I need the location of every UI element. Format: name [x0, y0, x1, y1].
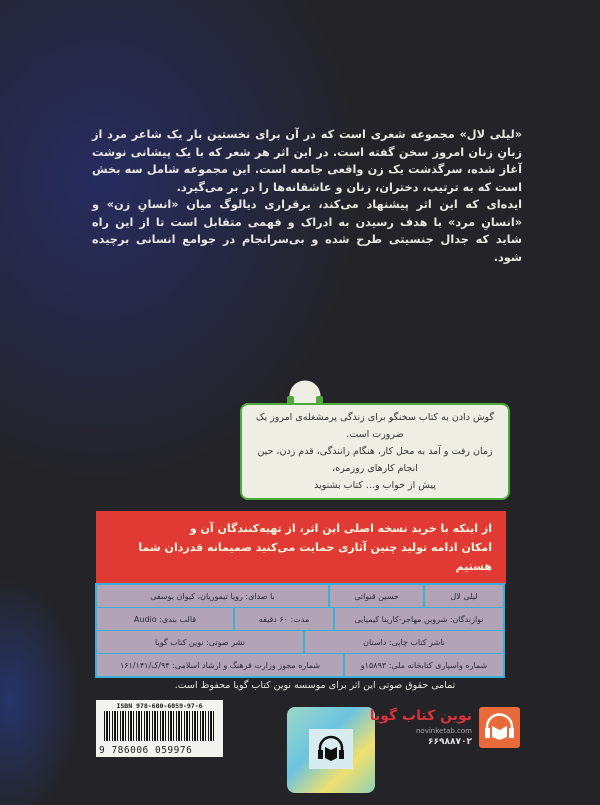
- info-row: [97, 608, 503, 631]
- description-paragraph: ایده‌ای که این اثر پیشنهاد می‌کند، برقراری دیالوگ میان «انسانِ زن» و «انسانِ مرد» با هدف رسیدن به ادراک و فهمی متقابل است تا از این راه شاید که جدال جنسیتی طرح شده و بی‌سرانجام در جوامع انسانی برچیده شود.: [92, 198, 522, 264]
- barcode-number: 9 786006 059976: [99, 745, 193, 756]
- publisher-name: نوین کتاب گویا: [369, 708, 472, 724]
- info-license: شماره مجوز وزارت فرهنگ و ارشاد اسلامی: ۹۴/ک/۱۶۱/۱۴۱: [119, 660, 321, 670]
- info-deposit: شماره واسپاری کتابخانه ملی: ۱۵۸۹۳و: [343, 654, 503, 676]
- info-duration: مدت: ۶۰ دقیقه: [233, 608, 333, 630]
- publisher-website: novinketab.com: [415, 727, 472, 735]
- info-row: [97, 654, 503, 676]
- info-format: قالب بندی: Audio: [133, 614, 197, 624]
- banner-line: امکان ادامه تولید چنین آثاری حمایت می‌کنید صمیمانه قدردان شما هستیم: [138, 541, 492, 573]
- info-print-publisher: ناشر کتاب چاپی: داستان: [303, 631, 503, 653]
- hologram-sticker: [287, 707, 375, 793]
- info-row: [97, 585, 503, 608]
- note-line: زمان رفت و آمد به محل کار، هنگام رانندگی، قدم زدن، حین انجام کارهای روزمره،: [257, 446, 493, 474]
- note-line: پیش از خواب و... کتاب بشنوید: [314, 480, 436, 491]
- info-musicians: نوازندگان: شروین مهاجر-کارینا کیمیایی: [333, 608, 503, 630]
- barcode-bars: [104, 711, 214, 741]
- headphones-book-icon: [316, 735, 346, 763]
- info-author: حسین قنواتی: [328, 585, 423, 607]
- isbn-barcode: [96, 700, 223, 757]
- info-row: [97, 631, 503, 654]
- isbn-text: ISBN 978-600-6059-97-6: [116, 702, 203, 710]
- publisher-phone: ۶۶۹۸۸۷۰۲: [428, 737, 472, 747]
- publisher-logo: [369, 705, 520, 755]
- info-audio-publisher: نشر صوتی: نوین کتاب گویا: [155, 637, 245, 647]
- note-line: گوش دادن به کتاب سخنگو برای زندگی پرمشغله‌ی امروز یک ضرورت است.: [256, 412, 494, 440]
- publisher-logo-icon: [479, 707, 520, 748]
- thanks-banner: [96, 511, 506, 584]
- description-paragraph: «لیلی لال» مجموعه شعری است که در آن برای نخستین بار یک شاعر مرد از زبانِ زنان امروز سخن گفته است. در این اثر هر شعر که با یک پیشانی نوشت آغاز شده، سرگذشت یک زن واقعی جامعه است. این مجموعه شامل سه بخش است که به ترتیب، دختران، زنان و عاشقانه‌ها را در بر می‌گیرد.: [92, 128, 522, 194]
- book-description: [92, 126, 522, 266]
- info-title: لیلی لال: [423, 585, 503, 607]
- audiobook-note: [240, 403, 510, 500]
- book-info-table: [95, 583, 505, 678]
- copyright-text: تمامی حقوق صوتی این اثر برای موسسه نوین کتاب گویا محفوظ است.: [174, 680, 456, 691]
- banner-line: از اینکه با خرید نسخه اصلی این اثر، از تهیه‌کنندگان آن و: [189, 522, 492, 535]
- info-voices: با صدای: رویا تیموریان، کیوان یوسفی: [150, 591, 275, 601]
